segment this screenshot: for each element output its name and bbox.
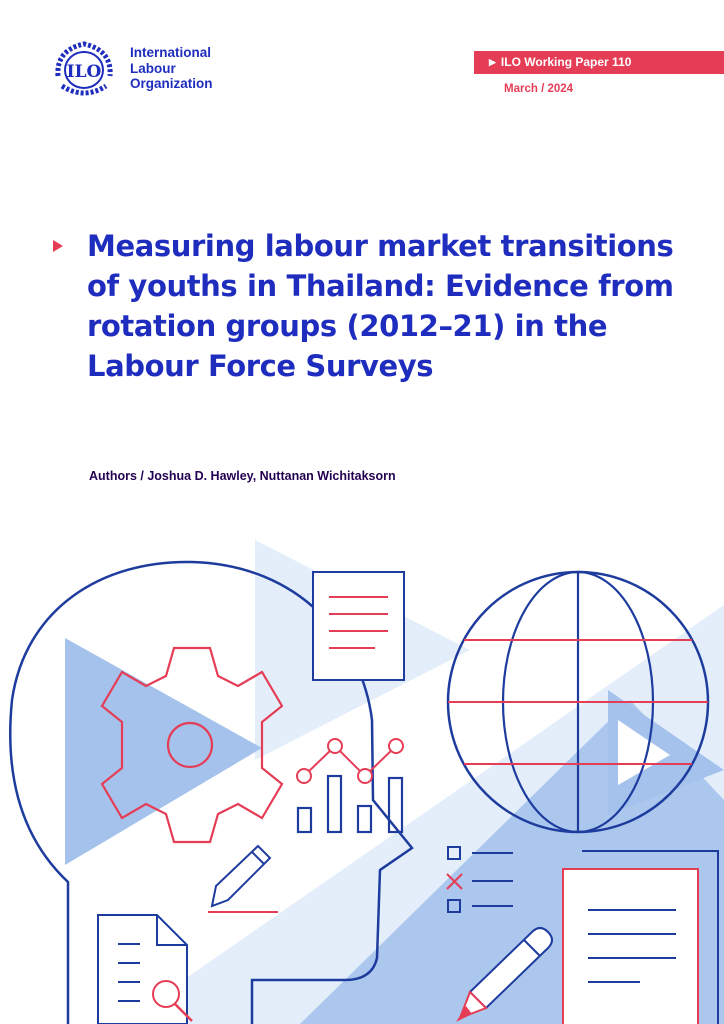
cover-illustration (0, 540, 724, 1024)
svg-text:ILO: ILO (66, 62, 102, 82)
search-document-icon (98, 915, 192, 1024)
title-marker-icon (53, 240, 63, 252)
document-icon (313, 572, 404, 680)
play-triangle-icon (65, 638, 262, 865)
organization-name-line-1: International (130, 45, 212, 60)
ilo-emblem-icon (50, 40, 118, 100)
series-banner (474, 51, 724, 74)
pencil-icon (208, 846, 278, 912)
report-sheet-icon (563, 851, 718, 1024)
publication-date: March / 2024 (504, 83, 574, 95)
series-label: ILO Working Paper 110 (500, 55, 632, 69)
organization-name (130, 45, 213, 92)
organization-name-line-3: Organization (130, 76, 213, 91)
bar-chart-icon (298, 776, 402, 832)
organization-name-line-2: Labour (130, 60, 176, 76)
authors-line: Authors / Joshua D. Hawley, Nuttanan Wichitaksorn (89, 469, 396, 483)
document-title: Measuring labour market transitions of youths in Thailand: Evidence from rotation groups (2012–21) in the Labour Force Surveys (87, 229, 674, 383)
play-arrow-icon: ▶ (489, 57, 496, 67)
line-chart-icon (297, 739, 403, 783)
ilo-logo (50, 40, 220, 102)
